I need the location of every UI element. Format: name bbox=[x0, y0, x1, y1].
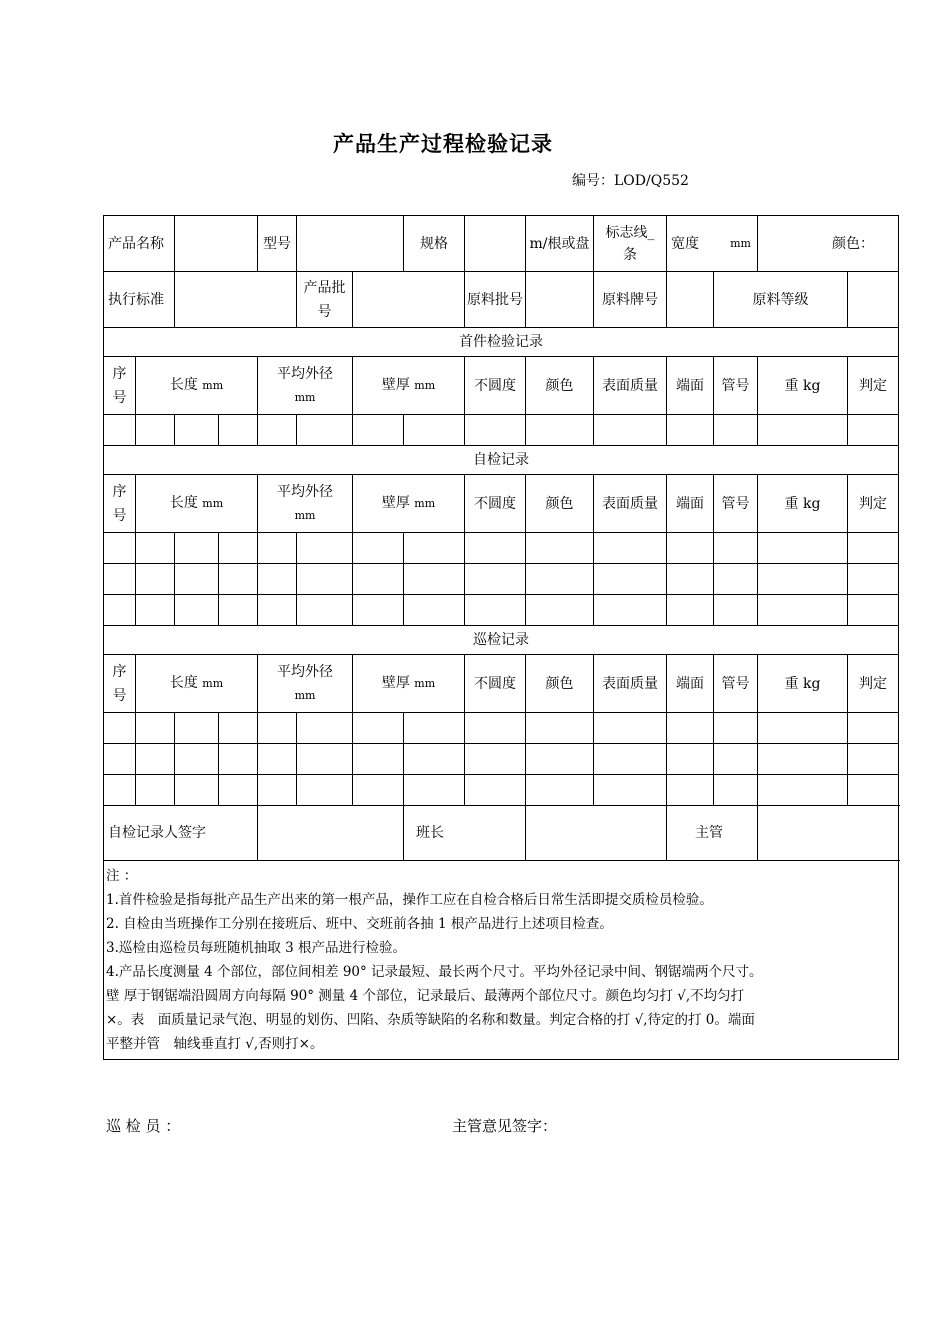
col-length-unit: mm bbox=[202, 497, 224, 510]
spec-value[interactable] bbox=[465, 216, 526, 272]
col-avg-od-unit: mm bbox=[294, 508, 316, 522]
cell[interactable] bbox=[526, 713, 594, 744]
col-color: 颜色 bbox=[526, 475, 594, 533]
cell[interactable] bbox=[104, 775, 136, 806]
cell[interactable] bbox=[526, 595, 594, 626]
col-color: 颜色 bbox=[526, 655, 594, 713]
cell[interactable] bbox=[175, 713, 219, 744]
col-weight-unit: kg bbox=[803, 377, 821, 394]
cell[interactable] bbox=[104, 595, 136, 626]
col-wall bbox=[353, 475, 465, 533]
cell[interactable] bbox=[667, 564, 714, 595]
cell[interactable] bbox=[104, 415, 136, 446]
cell[interactable] bbox=[667, 713, 714, 744]
cell[interactable] bbox=[404, 533, 465, 564]
color-label: 颜色： bbox=[758, 216, 899, 272]
unit-label: m/根或盘 bbox=[526, 216, 594, 272]
width-unit: mm bbox=[730, 236, 751, 250]
cell[interactable] bbox=[219, 595, 258, 626]
cell[interactable] bbox=[594, 713, 667, 744]
signature-row bbox=[104, 806, 899, 861]
col-length-unit: mm bbox=[202, 677, 224, 690]
col-avg-od-unit: mm bbox=[294, 390, 316, 404]
cell[interactable] bbox=[714, 713, 758, 744]
col-pipe-no: 管号 bbox=[714, 475, 758, 533]
column-header-row-first bbox=[104, 357, 899, 415]
col-weight-text: 重 bbox=[784, 495, 799, 512]
cell[interactable] bbox=[175, 564, 219, 595]
cell[interactable] bbox=[848, 415, 899, 446]
col-wall-unit: mm bbox=[414, 497, 436, 510]
note-4b: 壁 厚于钢锯端沿圆周方向每隔 90° 测量 4 个部位，记录最后、最薄两个部位尺寸。颜色均匀打 √,不均匀打 bbox=[106, 988, 745, 1004]
cell[interactable] bbox=[104, 533, 136, 564]
material-brand-label: 原料牌号 bbox=[594, 272, 667, 328]
cell[interactable] bbox=[594, 744, 667, 775]
cell[interactable] bbox=[848, 744, 899, 775]
patrol-inspector-label: 巡 检 员 ： bbox=[106, 1117, 181, 1135]
cell[interactable] bbox=[465, 775, 526, 806]
section-patrol-row bbox=[104, 626, 899, 655]
cell[interactable] bbox=[526, 533, 594, 564]
cell[interactable] bbox=[848, 595, 899, 626]
cell[interactable] bbox=[848, 775, 899, 806]
col-seq: 序号 bbox=[104, 357, 136, 415]
cell[interactable] bbox=[404, 744, 465, 775]
table-row bbox=[104, 533, 899, 564]
cell[interactable] bbox=[594, 415, 667, 446]
cell[interactable] bbox=[526, 775, 594, 806]
cell[interactable] bbox=[526, 744, 594, 775]
col-wall-text: 壁厚 bbox=[381, 675, 410, 691]
col-avg-od-text: 平均外径 bbox=[277, 663, 333, 680]
col-seq: 序号 bbox=[104, 655, 136, 713]
cell[interactable] bbox=[465, 713, 526, 744]
cell[interactable] bbox=[404, 713, 465, 744]
cell[interactable] bbox=[297, 564, 353, 595]
cell[interactable] bbox=[758, 744, 848, 775]
cell[interactable] bbox=[175, 775, 219, 806]
header-row-2 bbox=[104, 272, 899, 328]
cell[interactable] bbox=[404, 564, 465, 595]
col-color: 颜色 bbox=[526, 357, 594, 415]
cell[interactable] bbox=[594, 533, 667, 564]
cell[interactable] bbox=[136, 713, 175, 744]
col-surface: 表面质量 bbox=[594, 475, 667, 533]
note-2: 2. 自检由当班操作工分别在接班后、班中、交班前各抽 1 根产品进行上述项目检查。 bbox=[106, 916, 613, 932]
notes-head: 注 ： bbox=[106, 868, 138, 884]
col-weight-unit: kg bbox=[803, 675, 821, 692]
col-wall bbox=[353, 357, 465, 415]
cell[interactable] bbox=[758, 564, 848, 595]
col-avg-od bbox=[258, 475, 353, 533]
col-judge: 判定 bbox=[848, 475, 899, 533]
col-pipe-no: 管号 bbox=[714, 357, 758, 415]
cell[interactable] bbox=[667, 595, 714, 626]
note-3: 3.巡检由巡检员每班随机抽取 3 根产品进行检验。 bbox=[106, 940, 407, 956]
cell[interactable] bbox=[848, 564, 899, 595]
cell[interactable] bbox=[136, 775, 175, 806]
section-patrol-title: 巡检记录 bbox=[104, 626, 899, 655]
cell[interactable] bbox=[404, 595, 465, 626]
model-label: 型号 bbox=[258, 216, 297, 272]
width-text: 宽度 bbox=[671, 235, 699, 252]
table-row bbox=[104, 564, 899, 595]
cell[interactable] bbox=[258, 744, 297, 775]
cell[interactable] bbox=[353, 775, 404, 806]
mark-line-label bbox=[594, 216, 667, 272]
inspection-form-table bbox=[103, 215, 899, 1060]
cell[interactable] bbox=[175, 533, 219, 564]
cell[interactable] bbox=[258, 713, 297, 744]
self-recorder-label: 自检记录人签字 bbox=[104, 806, 258, 861]
material-batch-label: 原料批号 bbox=[465, 272, 526, 328]
col-length bbox=[136, 357, 258, 415]
cell[interactable] bbox=[465, 595, 526, 626]
cell[interactable] bbox=[758, 533, 848, 564]
cell[interactable] bbox=[526, 564, 594, 595]
product-batch-value[interactable] bbox=[353, 272, 465, 328]
cell[interactable] bbox=[594, 595, 667, 626]
supervisor-label: 主管 bbox=[667, 806, 758, 861]
product-batch-label: 产品批号 bbox=[297, 272, 353, 328]
col-wall-unit: mm bbox=[414, 677, 436, 690]
cell[interactable] bbox=[526, 415, 594, 446]
cell[interactable] bbox=[667, 744, 714, 775]
col-avg-od-text: 平均外径 bbox=[277, 365, 333, 382]
note-1: 1.首件检验是指每批产品生产出来的第一根产品，操作工应在自检合格后日常生活即提交质检员检验。 bbox=[106, 892, 713, 908]
note-4c: ×。表 面质量记录气泡、明显的划伤、凹陷、杂质等缺陷的名称和数量。判定合格的打 √,待定的打 0。端面 bbox=[106, 1012, 755, 1028]
mark-line-text: 标志线_条 bbox=[605, 224, 655, 263]
cell[interactable] bbox=[353, 533, 404, 564]
material-batch-value[interactable] bbox=[526, 272, 594, 328]
col-weight bbox=[758, 475, 848, 533]
cell[interactable] bbox=[136, 564, 175, 595]
cell[interactable] bbox=[714, 533, 758, 564]
cell[interactable] bbox=[219, 564, 258, 595]
header-row-1 bbox=[104, 216, 899, 272]
table-row bbox=[104, 744, 899, 775]
col-length bbox=[136, 655, 258, 713]
col-surface: 表面质量 bbox=[594, 655, 667, 713]
cell[interactable] bbox=[714, 775, 758, 806]
cell[interactable] bbox=[297, 595, 353, 626]
spec-label: 规格 bbox=[404, 216, 465, 272]
col-length-text: 长度 bbox=[169, 675, 198, 691]
material-grade-value[interactable] bbox=[848, 272, 899, 328]
col-avg-od bbox=[258, 357, 353, 415]
cell[interactable] bbox=[465, 564, 526, 595]
section-first-title: 首件检验记录 bbox=[104, 328, 899, 357]
cell[interactable] bbox=[353, 595, 404, 626]
col-length bbox=[136, 475, 258, 533]
cell[interactable] bbox=[136, 415, 175, 446]
page-title: 产品生产过程检验记录 bbox=[333, 131, 553, 156]
cell[interactable] bbox=[758, 415, 848, 446]
col-wall bbox=[353, 655, 465, 713]
cell[interactable] bbox=[175, 415, 219, 446]
col-ovality: 不圆度 bbox=[465, 475, 526, 533]
col-ovality: 不圆度 bbox=[465, 357, 526, 415]
cell[interactable] bbox=[258, 564, 297, 595]
cell[interactable] bbox=[594, 775, 667, 806]
cell[interactable] bbox=[714, 744, 758, 775]
cell[interactable] bbox=[219, 415, 258, 446]
col-judge: 判定 bbox=[848, 357, 899, 415]
col-length-text: 长度 bbox=[169, 377, 198, 393]
col-length-text: 长度 bbox=[169, 495, 198, 511]
section-self-row bbox=[104, 446, 899, 475]
cell[interactable] bbox=[404, 775, 465, 806]
cell[interactable] bbox=[714, 564, 758, 595]
table-row bbox=[104, 415, 899, 446]
cell[interactable] bbox=[465, 415, 526, 446]
col-weight-text: 重 bbox=[784, 377, 799, 394]
material-brand-value[interactable] bbox=[667, 272, 714, 328]
col-wall-text: 壁厚 bbox=[381, 495, 410, 511]
section-first-row bbox=[104, 328, 899, 357]
col-avg-od-text: 平均外径 bbox=[277, 483, 333, 500]
monitor-label: 班长 bbox=[404, 806, 526, 861]
col-wall-unit: mm bbox=[414, 379, 436, 392]
material-grade-label: 原料等级 bbox=[714, 272, 848, 328]
supervisor-opinion-label: 主管意见签字： bbox=[452, 1117, 558, 1135]
cell[interactable] bbox=[667, 533, 714, 564]
supervisor-sign[interactable] bbox=[758, 806, 899, 861]
model-value[interactable] bbox=[297, 216, 404, 272]
cell[interactable] bbox=[136, 533, 175, 564]
cell[interactable] bbox=[848, 533, 899, 564]
cell[interactable] bbox=[353, 713, 404, 744]
col-weight bbox=[758, 655, 848, 713]
standard-label: 执行标准 bbox=[104, 272, 175, 328]
cell[interactable] bbox=[353, 744, 404, 775]
cell[interactable] bbox=[353, 564, 404, 595]
cell[interactable] bbox=[136, 595, 175, 626]
table-row bbox=[104, 775, 899, 806]
col-surface: 表面质量 bbox=[594, 357, 667, 415]
cell[interactable] bbox=[758, 713, 848, 744]
col-weight bbox=[758, 357, 848, 415]
product-name-label: 产品名称 bbox=[104, 216, 175, 272]
cell[interactable] bbox=[714, 415, 758, 446]
col-wall-text: 壁厚 bbox=[381, 377, 410, 393]
cell[interactable] bbox=[258, 595, 297, 626]
col-weight-text: 重 bbox=[784, 675, 799, 692]
note-4d: 平整并管 轴线垂直打 √,否则打×。 bbox=[106, 1036, 324, 1052]
cell[interactable] bbox=[667, 415, 714, 446]
note-4a: 4.产品长度测量 4 个部位，部位间相差 90° 记录最短、最长两个尺寸。平均外径记录中间、钢锯端两个尺寸。 bbox=[106, 964, 763, 980]
col-end-face: 端面 bbox=[667, 655, 714, 713]
document-code: 编号：LOD/Q552 bbox=[572, 173, 689, 189]
cell[interactable] bbox=[714, 595, 758, 626]
cell[interactable] bbox=[297, 775, 353, 806]
monitor-sign[interactable] bbox=[526, 806, 667, 861]
col-avg-od bbox=[258, 655, 353, 713]
cell[interactable] bbox=[219, 775, 258, 806]
notes-block bbox=[104, 861, 899, 1060]
cell[interactable] bbox=[848, 713, 899, 744]
cell[interactable] bbox=[297, 533, 353, 564]
cell[interactable] bbox=[175, 744, 219, 775]
cell[interactable] bbox=[758, 595, 848, 626]
cell[interactable] bbox=[594, 564, 667, 595]
cell[interactable] bbox=[219, 713, 258, 744]
cell[interactable] bbox=[297, 744, 353, 775]
col-end-face: 端面 bbox=[667, 475, 714, 533]
column-header-row-self bbox=[104, 475, 899, 533]
notes-row bbox=[104, 861, 899, 1060]
col-pipe-no: 管号 bbox=[714, 655, 758, 713]
width-label bbox=[667, 216, 758, 272]
cell[interactable] bbox=[297, 415, 353, 446]
cell[interactable] bbox=[465, 533, 526, 564]
cell[interactable] bbox=[219, 533, 258, 564]
col-seq: 序号 bbox=[104, 475, 136, 533]
col-avg-od-unit: mm bbox=[294, 688, 316, 702]
cell[interactable] bbox=[258, 533, 297, 564]
col-weight-unit: kg bbox=[803, 495, 821, 512]
cell[interactable] bbox=[758, 775, 848, 806]
cell[interactable] bbox=[104, 713, 136, 744]
section-self-title: 自检记录 bbox=[104, 446, 899, 475]
product-name-value[interactable] bbox=[175, 216, 258, 272]
cell[interactable] bbox=[136, 744, 175, 775]
cell[interactable] bbox=[104, 564, 136, 595]
column-header-row-patrol bbox=[104, 655, 899, 713]
standard-value[interactable] bbox=[175, 272, 297, 328]
col-ovality: 不圆度 bbox=[465, 655, 526, 713]
cell[interactable] bbox=[175, 595, 219, 626]
cell[interactable] bbox=[104, 744, 136, 775]
col-end-face: 端面 bbox=[667, 357, 714, 415]
cell[interactable] bbox=[667, 775, 714, 806]
table-row bbox=[104, 713, 899, 744]
cell[interactable] bbox=[258, 415, 297, 446]
col-judge: 判定 bbox=[848, 655, 899, 713]
cell[interactable] bbox=[465, 744, 526, 775]
cell[interactable] bbox=[297, 713, 353, 744]
cell[interactable] bbox=[353, 415, 404, 446]
self-recorder-sign[interactable] bbox=[258, 806, 404, 861]
cell[interactable] bbox=[219, 744, 258, 775]
cell[interactable] bbox=[404, 415, 465, 446]
col-length-unit: mm bbox=[202, 379, 224, 392]
cell[interactable] bbox=[258, 775, 297, 806]
table-row bbox=[104, 595, 899, 626]
